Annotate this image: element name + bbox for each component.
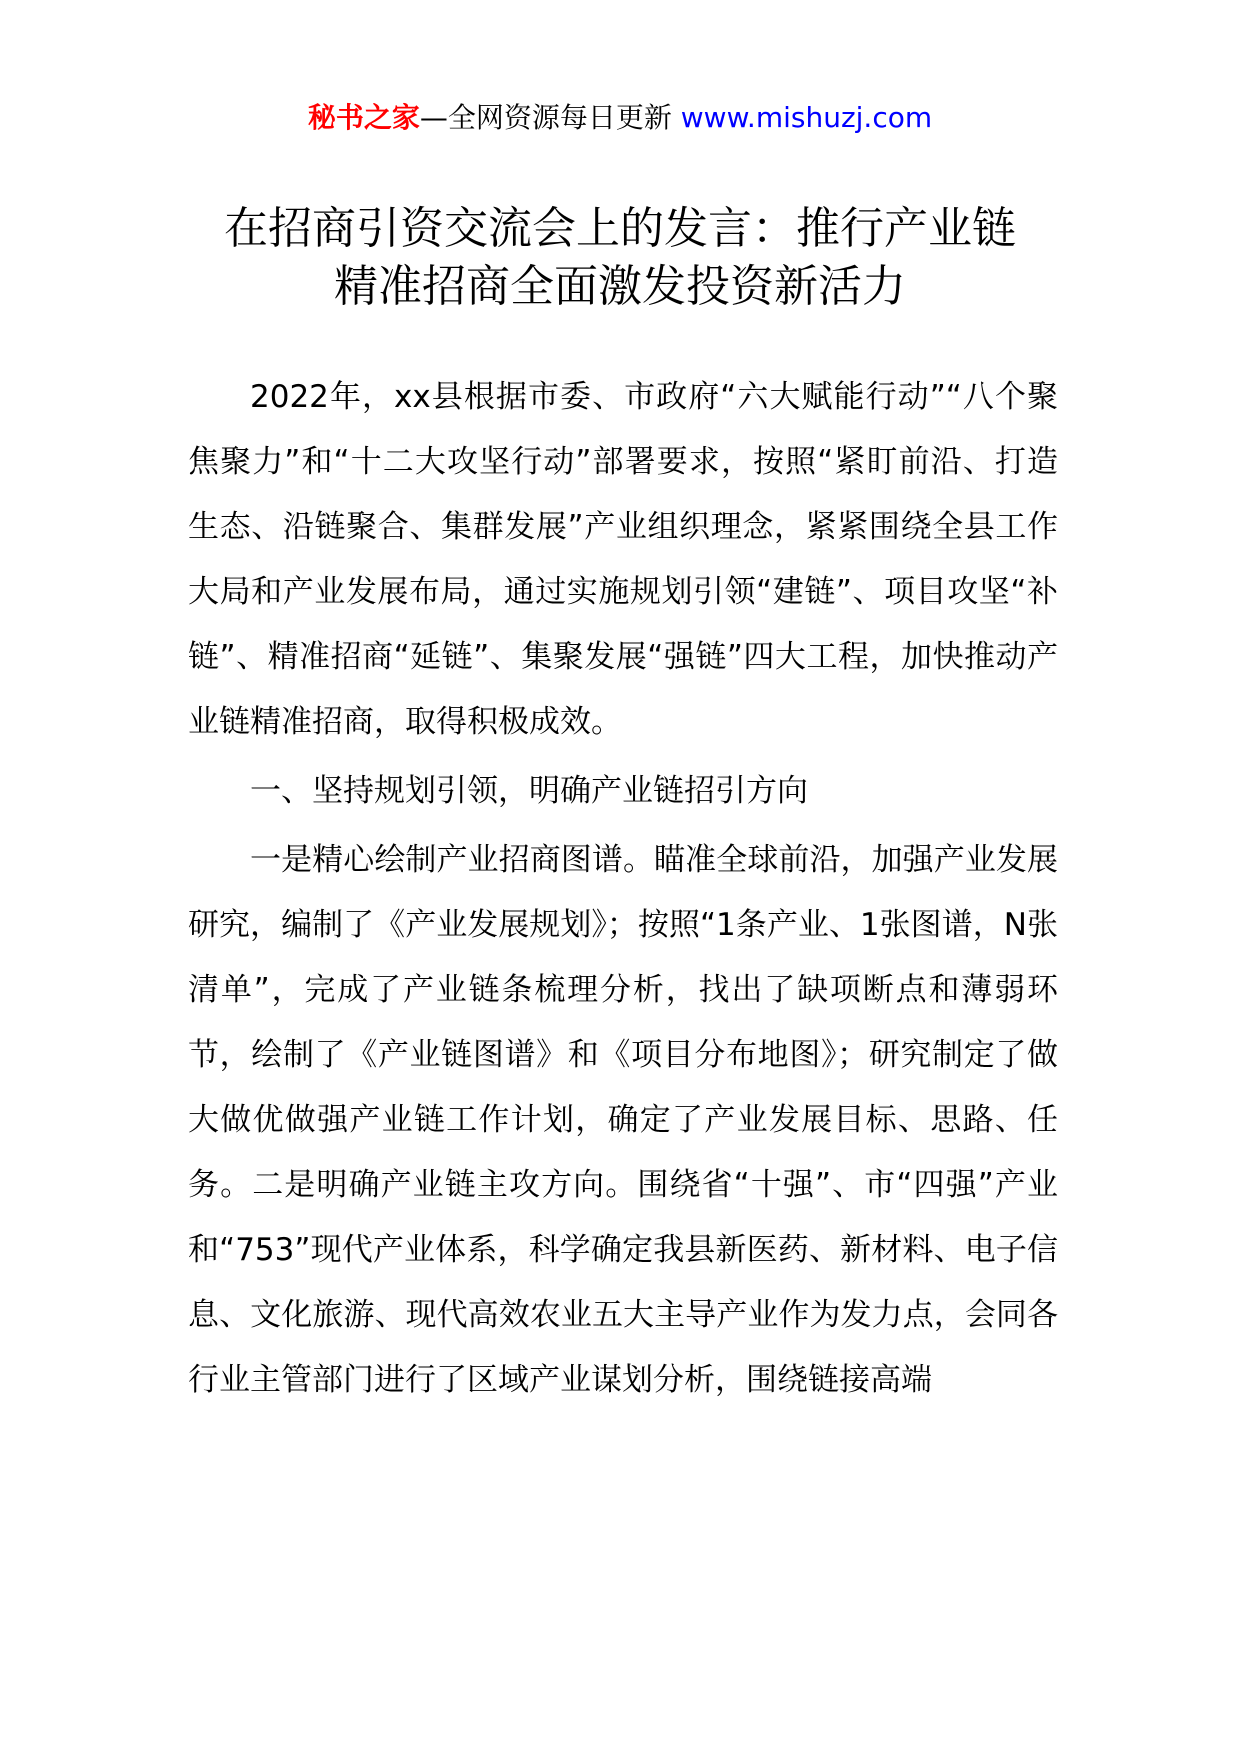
title-line-2: 精准招商全面激发投资新活力 — [334, 261, 906, 312]
document-body — [188, 365, 1058, 1413]
site-tagline: —全网资源每日更新 — [419, 101, 681, 134]
site-brand: 秘书之家 — [307, 101, 420, 134]
document-title — [150, 200, 1090, 316]
section-heading: 一、坚持规划引领，明确产业链招引方向 — [250, 773, 808, 809]
intro-paragraph: 2022年，xx县根据市委、市政府“六大赋能行动”“八个聚焦聚力”和“十二大攻坚行动”部署要求，按照“紧盯前沿、打造生态、沿链聚合、集群发展”产业组织理念，紧紧围绕全县工作大局和产业发展布局，通过实施规划引领“建链”、项目攻坚“补链”、精准招商“延链”、集聚发展“强链”四大工程，加快推动产业链精准招商，取得积极成效。 — [188, 379, 1058, 740]
section-paragraph: 一是精心绘制产业招商图谱。瞄准全球前沿，加强产业发展研究，编制了《产业发展规划》；按照“1条产业、1张图谱，N张清单”，完成了产业链条梳理分析，找出了缺项断点和薄弱环节，绘制了《产业链图谱》和《项目分布地图》；研究制定了做大做优做强产业链工作计划，确定了产业发展目标、思路、任务。二是明确产业链主攻方向。围绕省“十强”、市“四强”产业和“753”现代产业体系，科学确定我县新医药、新材料、电子信息、文化旅游、现代高效农业五大主导产业作为发力点，会同各行业主管部门进行了区域产业谋划分析，围绕链接高端 — [188, 842, 1058, 1398]
site-header — [0, 100, 1240, 136]
title-line-1: 在招商引资交流会上的发言：推行产业链 — [224, 203, 1016, 254]
site-url-link[interactable]: www.mishuzj.com — [680, 101, 933, 134]
